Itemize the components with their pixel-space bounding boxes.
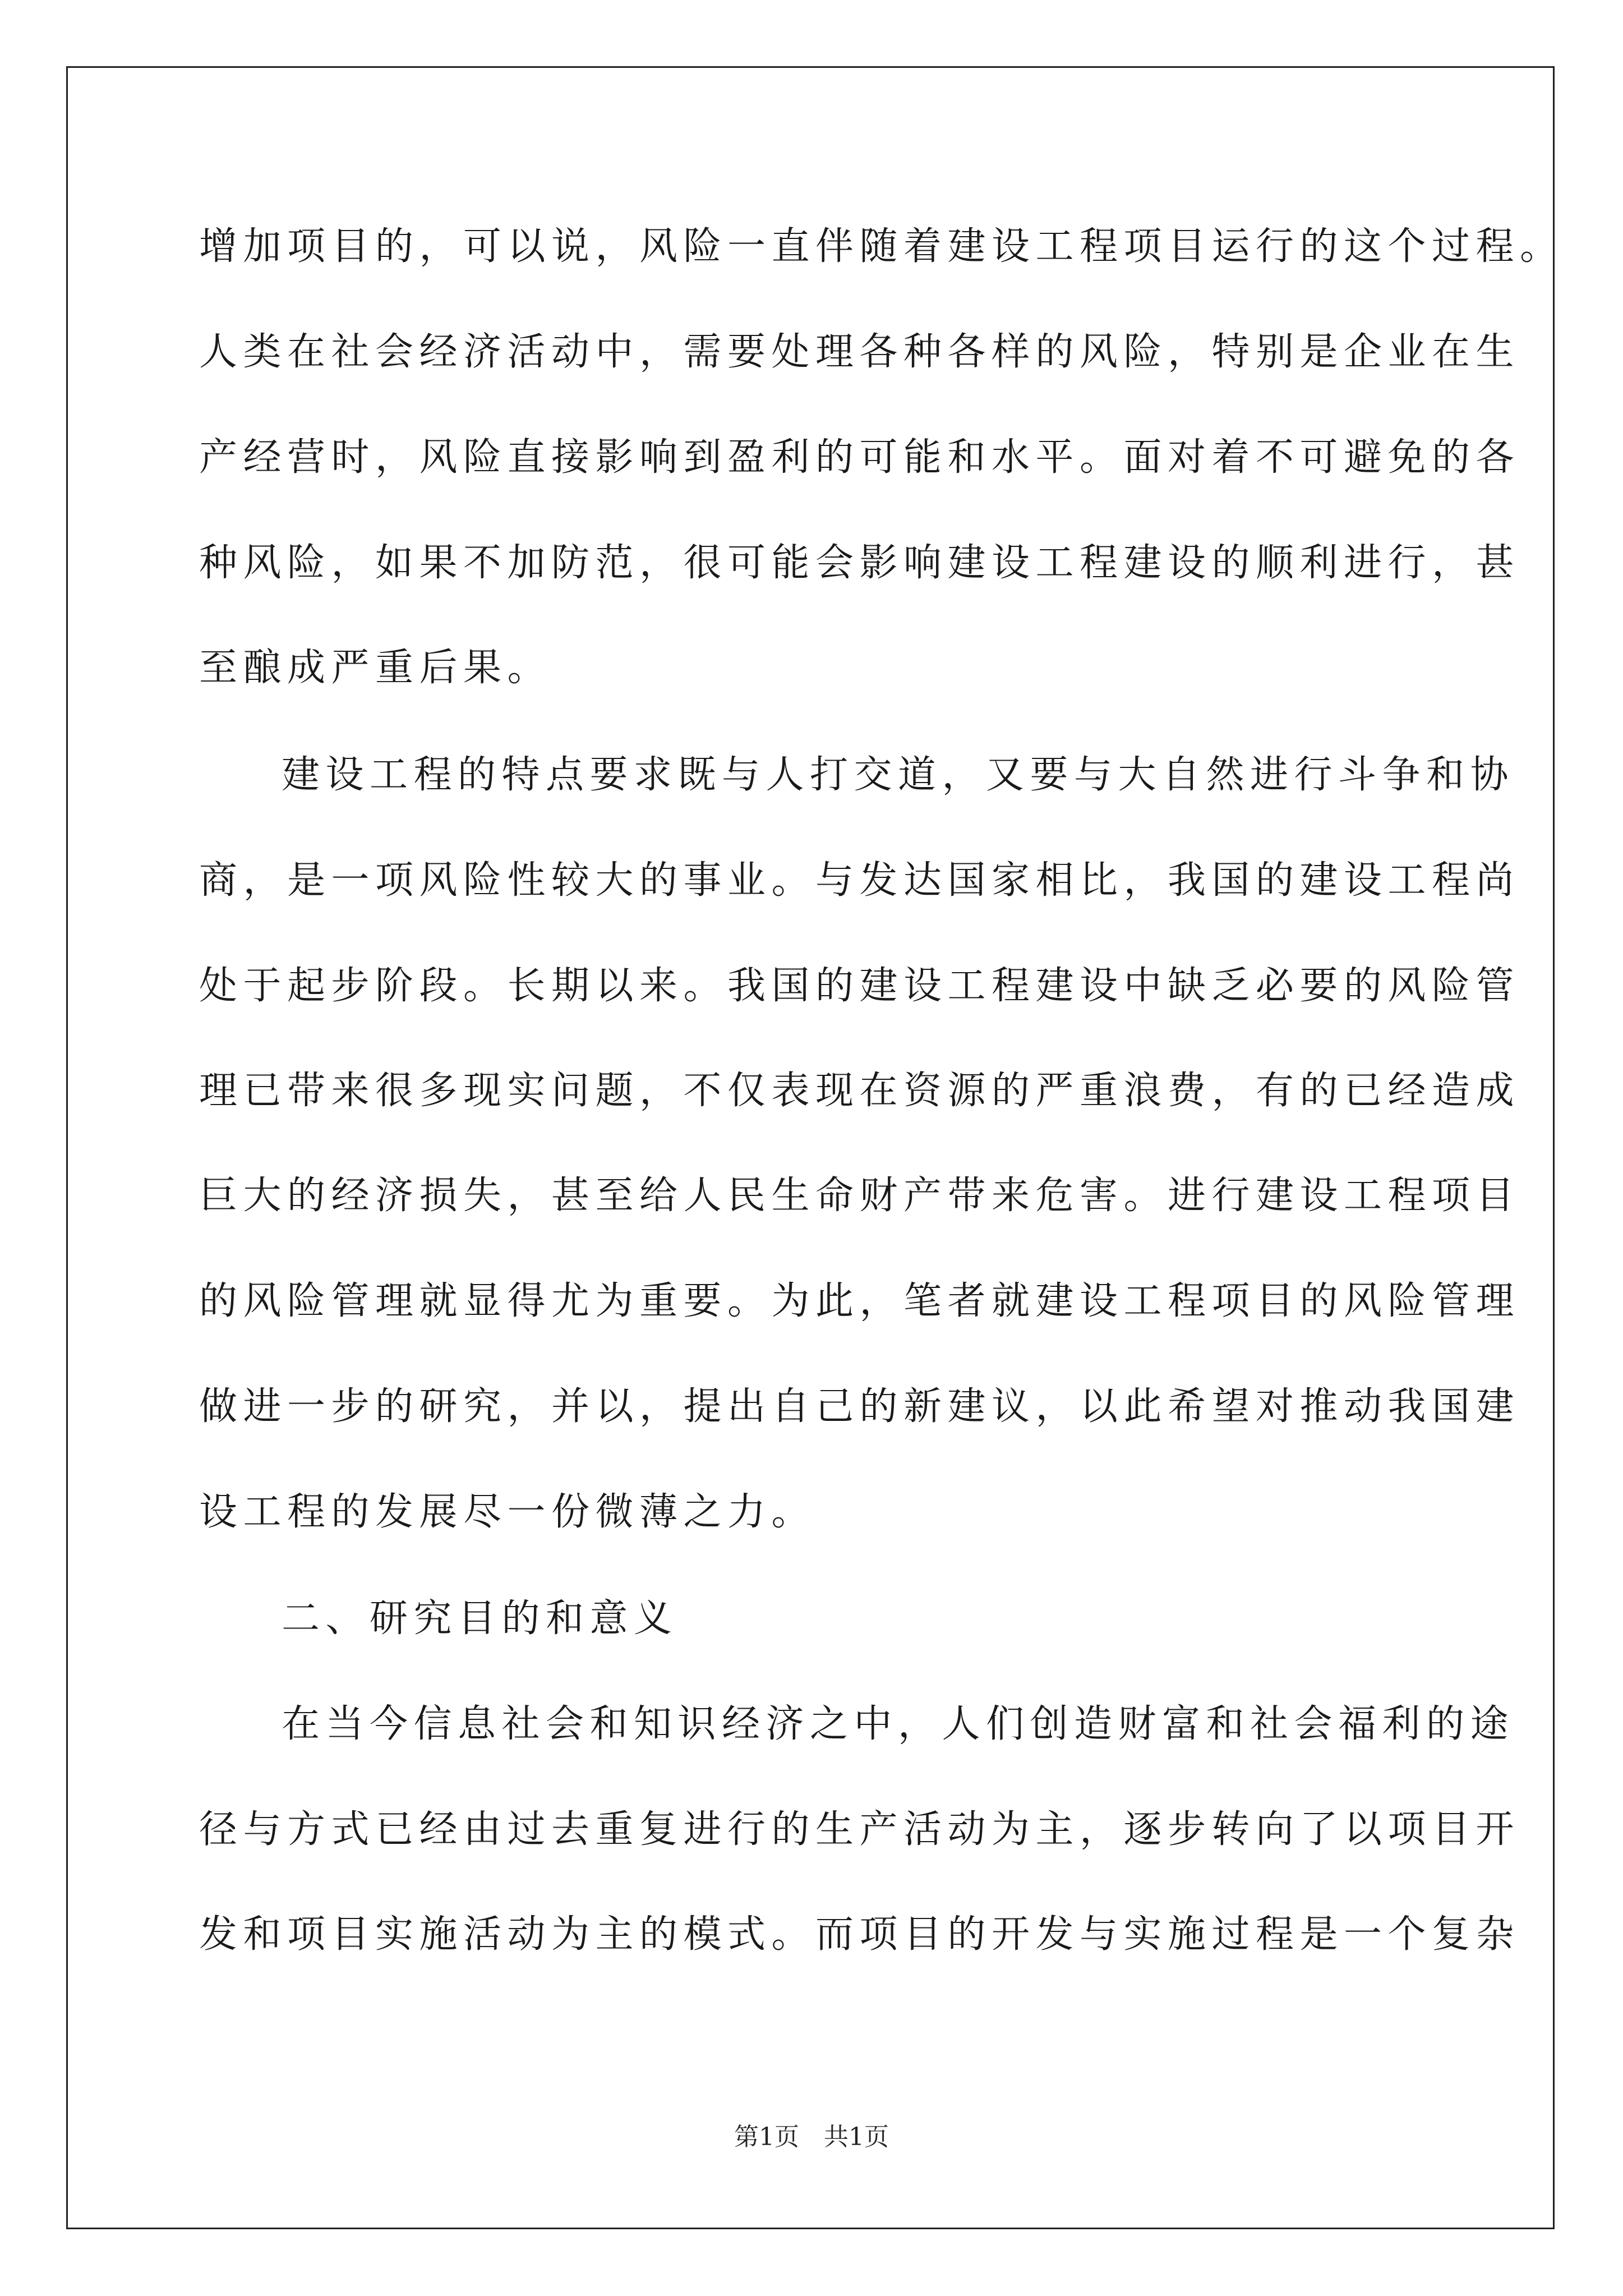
text-line: 商，是一项风险性较大的事业。与发达国家相比，我国的建设工程尚 bbox=[199, 858, 1520, 903]
text-line: 设工程的发展尽一份微薄之力。 bbox=[199, 1490, 816, 1534]
text-line: 处于起步阶段。长期以来。我国的建设工程建设中缺乏必要的风险管 bbox=[199, 964, 1520, 1008]
section-heading: 二、研究目的和意义 bbox=[282, 1596, 678, 1641]
text-line: 在当今信息社会和知识经济之中，人们创造财富和社会福利的途 bbox=[282, 1702, 1515, 1746]
text-line: 人类在社会经济活动中，需要处理各种各样的风险，特别是企业在生 bbox=[199, 330, 1520, 374]
text-line: 建设工程的特点要求既与人打交道，又要与大自然进行斗争和协 bbox=[282, 753, 1515, 797]
text-line: 径与方式已经由过去重复进行的生产活动为主，逐步转向了以项目开 bbox=[199, 1807, 1520, 1852]
text-line: 巨大的经济损失，甚至给人民生命财产带来危害。进行建设工程项目 bbox=[199, 1174, 1520, 1218]
text-line: 增加项目的，可以说，风险一直伴随着建设工程项目运行的这个过程。 bbox=[199, 224, 1564, 269]
page-footer: 第1页 共1页 bbox=[734, 2123, 889, 2151]
text-line: 理已带来很多现实问题，不仅表现在资源的严重浪费，有的已经造成 bbox=[199, 1069, 1520, 1113]
text-line: 的风险管理就显得尤为重要。为此，笔者就建设工程项目的风险管理 bbox=[199, 1279, 1520, 1323]
text-line: 产经营时，风险直接影响到盈利的可能和水平。面对着不可避免的各 bbox=[199, 435, 1520, 480]
page-border bbox=[66, 66, 1555, 2229]
text-line: 至酿成严重后果。 bbox=[199, 646, 552, 690]
text-line: 种风险，如果不加防范，很可能会影响建设工程建设的顺利进行，甚 bbox=[199, 541, 1520, 585]
text-line: 做进一步的研究，并以，提出自己的新建议，以此希望对推动我国建 bbox=[199, 1384, 1520, 1429]
text-line: 发和项目实施活动为主的模式。而项目的开发与实施过程是一个复杂 bbox=[199, 1912, 1520, 1957]
